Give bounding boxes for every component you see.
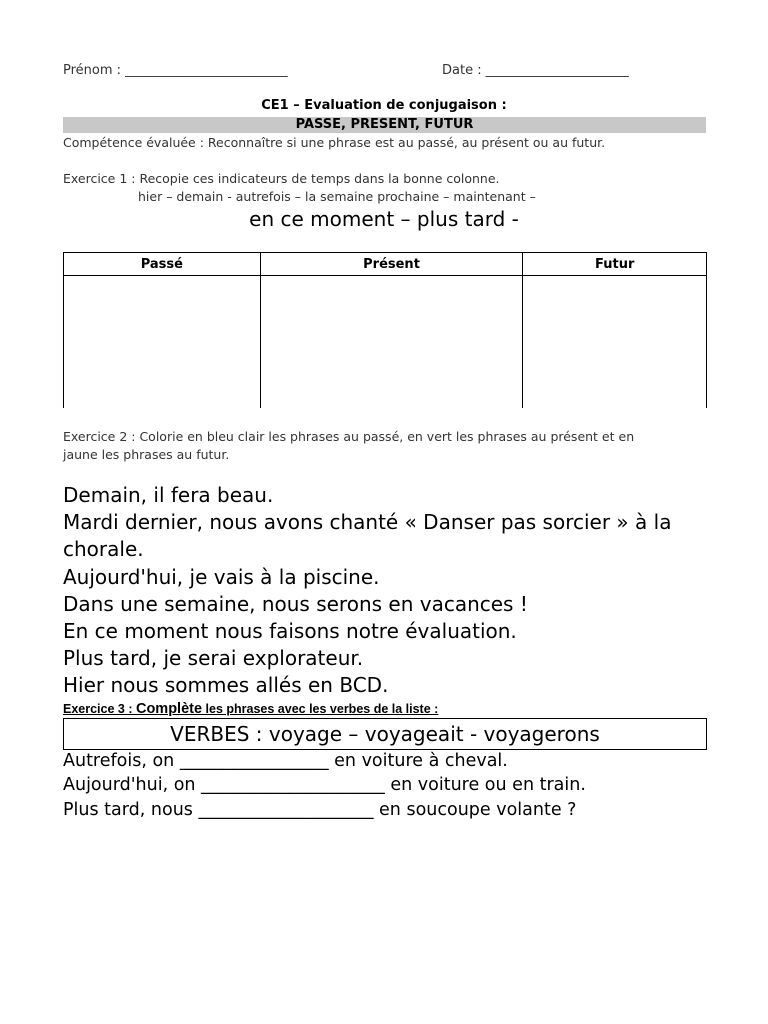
exercise1-words-line2: en ce moment – plus tard - xyxy=(249,207,519,231)
column-header-present: Présent xyxy=(260,253,523,276)
sentence: Aujourd'hui, je vais à la piscine. xyxy=(63,564,380,589)
fill-line: Aujourd'hui, on _____________________ en voiture ou en train. xyxy=(63,775,586,795)
sentence: Demain, il fera beau. xyxy=(63,483,274,507)
exercise3-label-suffix: les phrases avec les verbes de la liste : xyxy=(202,702,439,716)
date-field: Date : ______________________ xyxy=(442,63,629,78)
exercise2-sentences xyxy=(63,482,683,700)
exercise1-words-line1: hier – demain - autrefois – la semaine prochaine – maintenant – xyxy=(138,189,536,204)
sentence: En ce moment nous faisons notre évaluation. xyxy=(63,619,517,644)
exercise3-label xyxy=(63,701,438,717)
sentence: Plus tard, je serai explorateur. xyxy=(63,646,364,671)
fill-line: Autrefois, on _________________ en voiture à cheval. xyxy=(63,751,508,771)
column-header-futur: Futur xyxy=(523,253,707,276)
subtitle-band: PASSE, PRESENT, FUTUR xyxy=(63,117,706,133)
column-header-passe: Passé xyxy=(64,253,261,276)
exercise3-label-prefix: Exercice 3 : xyxy=(63,702,136,716)
exercise3-label-strong: Complète xyxy=(135,701,203,717)
sentence: Hier nous sommes allés en BCD. xyxy=(63,673,389,698)
prenom-field: Prénom : _________________________ xyxy=(63,63,288,78)
exercise1-instruction: Exercice 1 : Recopie ces indicateurs de temps dans la bonne colonne. xyxy=(63,171,500,186)
sentence: Mardi dernier, nous avons chanté « Danser pas sorcier » à la chorale. xyxy=(63,510,672,562)
page-title: CE1 – Evaluation de conjugaison : xyxy=(261,98,507,113)
verbs-list-box: VERBES : voyage – voyageait - voyagerons xyxy=(63,718,707,750)
column-cell-futur xyxy=(523,276,707,409)
competence-text: Compétence évaluée : Reconnaître si une phrase est au passé, au présent ou au futur. xyxy=(63,135,606,150)
sentence: Dans une semaine, nous serons en vacances ! xyxy=(63,591,528,616)
time-columns-table xyxy=(63,252,707,408)
column-cell-passe xyxy=(64,276,261,409)
exercise2-instruction-line1: Exercice 2 : Colorie en bleu clair les phrases au passé, en vert les phrases au présent et en xyxy=(63,429,635,444)
fill-line: Plus tard, nous ____________________ en soucoupe volante ? xyxy=(63,800,577,820)
column-cell-present xyxy=(260,276,523,409)
exercise2-instruction-line2: jaune les phrases au futur. xyxy=(63,447,230,462)
